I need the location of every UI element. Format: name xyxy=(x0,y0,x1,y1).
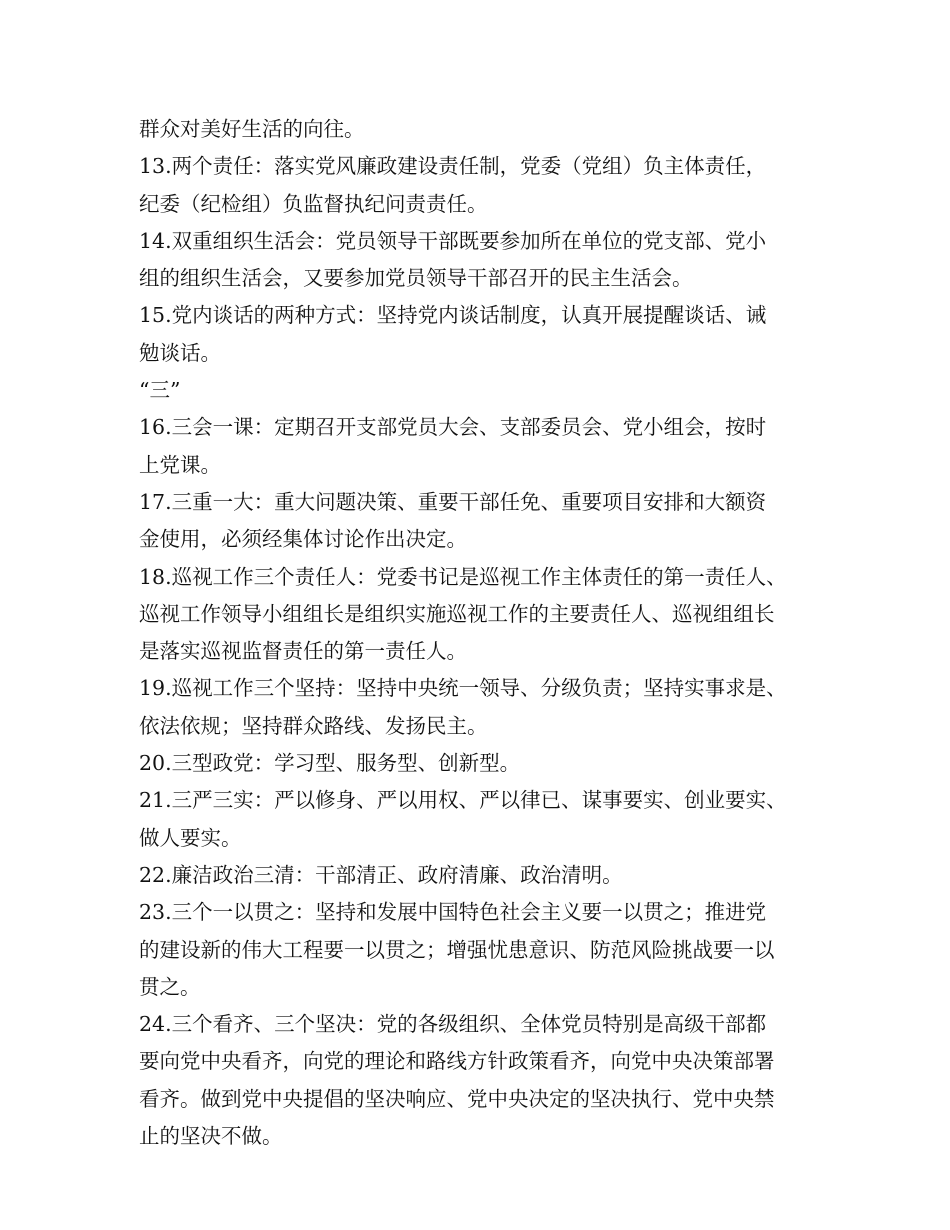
text-line: 14.双重组织生活会：党员领导干部既要参加所在单位的党支部、党小 xyxy=(139,228,767,253)
text-line: 18.巡视工作三个责任人：党委书记是巡视工作主体责任的第一责任人、 xyxy=(139,564,787,589)
text-line: 13.两个责任：落实党风廉政建设责任制，党委（党组）负主体责任， xyxy=(139,154,767,179)
text-line: 勉谈话。 xyxy=(139,340,221,365)
text-line: 依法依规；坚持群众路线、发扬民主。 xyxy=(139,713,488,738)
text-line: 15.党内谈话的两种方式：坚持党内谈话制度，认真开展提醒谈话、诫 xyxy=(139,303,767,328)
text-line: 纪委（纪检组）负监督执纪问责责任。 xyxy=(139,191,488,216)
text-line: 20.三型政党：学习型、服务型、创新型。 xyxy=(139,751,521,776)
text-line: 19.巡视工作三个坚持：坚持中央统一领导、分级负责；坚持实事求是、 xyxy=(139,676,787,701)
text-line: 止的坚决不做。 xyxy=(139,1124,283,1149)
text-line: 22.廉洁政治三清：干部清正、政府清廉、政治清明。 xyxy=(139,862,623,887)
text-line: 贯之。 xyxy=(139,974,201,999)
text-line: 组的组织生活会，又要参加党员领导干部召开的民主生活会。 xyxy=(139,266,693,291)
text-line: 要向党中央看齐，向党的理论和路线方针政策看齐，向党中央决策部署 xyxy=(139,1049,775,1074)
text-line: 16.三会一课：定期召开支部党员大会、支部委员会、党小组会，按时 xyxy=(139,415,767,440)
text-line: 巡视工作领导小组组长是组织实施巡视工作的主要责任人、巡视组组长 xyxy=(139,601,775,626)
text-line: 金使用，必须经集体讨论作出决定。 xyxy=(139,527,467,552)
text-line: 上党课。 xyxy=(139,452,221,477)
text-line: 看齐。做到党中央提倡的坚决响应、党中央决定的坚决执行、党中央禁 xyxy=(139,1086,775,1111)
document-body xyxy=(139,111,839,1155)
text-line: 做人要实。 xyxy=(139,825,242,850)
text-line: 是落实巡视监督责任的第一责任人。 xyxy=(139,639,467,664)
text-line: 17.三重一大：重大问题决策、重要干部任免、重要项目安排和大额资 xyxy=(139,489,767,514)
text-line: 21.三严三实：严以修身、严以用权、严以律已、谋事要实、创业要实、 xyxy=(139,788,787,813)
text-line: 23.三个一以贯之：坚持和发展中国特色社会主义要一以贯之；推进党 xyxy=(139,900,767,925)
text-line: 24.三个看齐、三个坚决：党的各级组织、全体党员特别是高级干部都 xyxy=(139,1012,767,1037)
section-heading: “三” xyxy=(139,378,181,403)
text-line: 群众对美好生活的向往。 xyxy=(139,117,365,141)
text-line: 的建设新的伟大工程要一以贯之；增强忧患意识、防范风险挑战要一以 xyxy=(139,937,775,962)
